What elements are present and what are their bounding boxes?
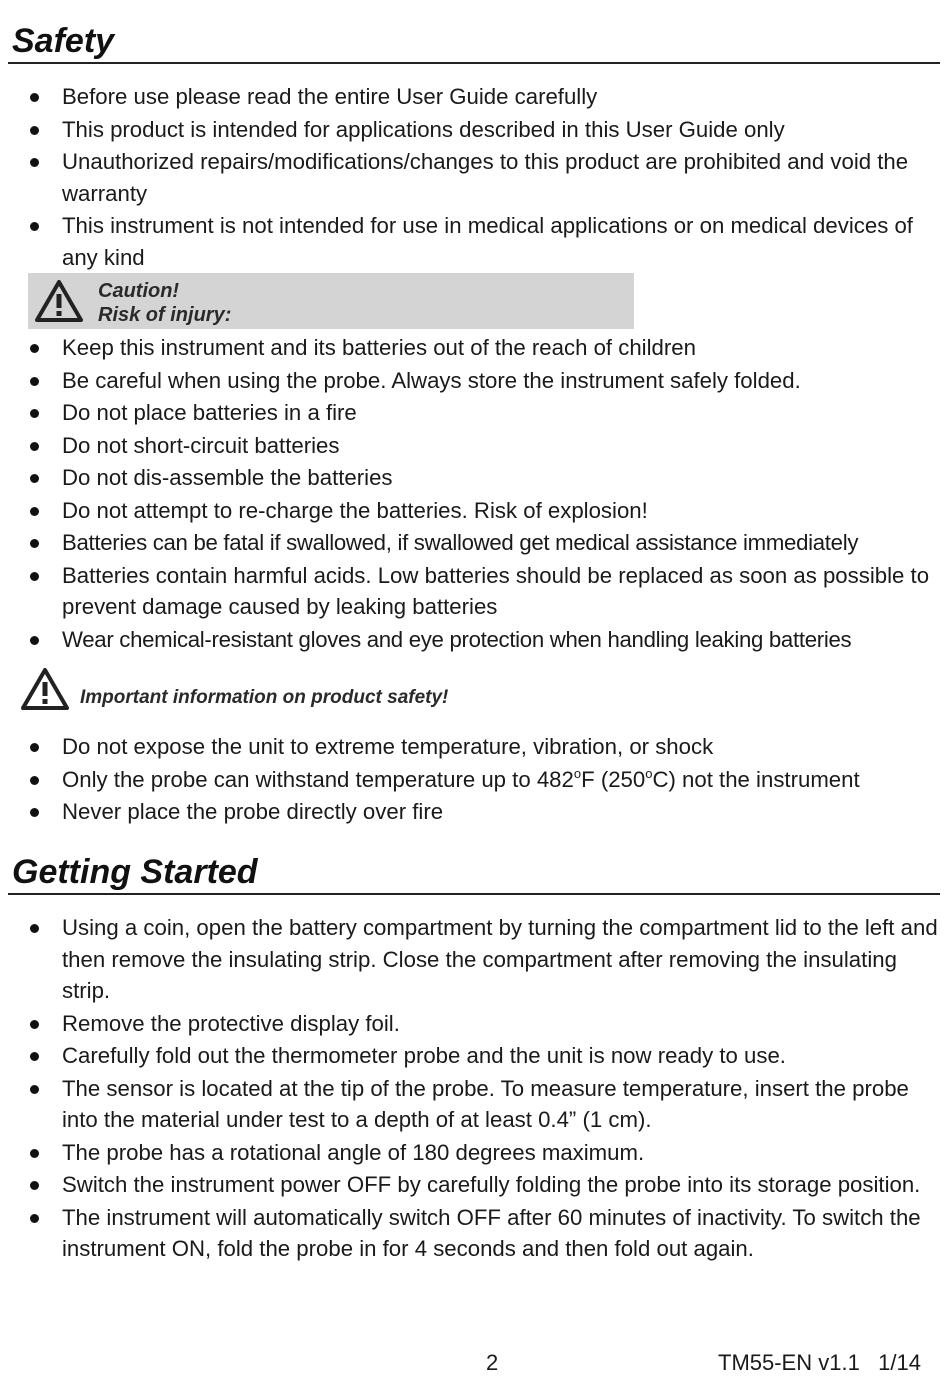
list-item: Wear chemical-resistant gloves and eye protection when handling leaking batteries (0, 624, 950, 656)
bullet-icon (30, 743, 39, 752)
degree-superscript: o (645, 765, 653, 781)
list-item: The sensor is located at the tip of the probe. To measure temperature, insert the probe into the material under test to a depth of at least 0.4” (1 cm). (0, 1073, 950, 1136)
bullet-icon (30, 572, 39, 581)
bullet-icon (30, 1214, 39, 1223)
warning-triangle-icon (34, 279, 84, 323)
list-item: The instrument will automatically switch OFF after 60 minutes of inactivity. To switch the instrument ON, fold the probe in for 4 seconds and then fold out again. (0, 1202, 950, 1265)
caution-text (98, 279, 231, 327)
bullet-icon (30, 539, 39, 548)
bullet-icon (30, 222, 39, 231)
list-item: Do not expose the unit to extreme temperature, vibration, or shock (0, 731, 950, 763)
list-item: Unauthorized repairs/modifications/changes to this product are prohibited and void the warranty (0, 146, 950, 209)
bullet-icon (30, 808, 39, 817)
bullet-icon (30, 636, 39, 645)
bullet-icon (30, 409, 39, 418)
caution-title: Caution! (98, 280, 180, 302)
bullet-icon (30, 1085, 39, 1094)
list-item: Switch the instrument power OFF by carefully folding the probe into its storage position. (0, 1169, 950, 1201)
bullet-icon (30, 344, 39, 353)
bullet-icon (30, 93, 39, 102)
bullet-icon (30, 158, 39, 167)
important-safety-banner (20, 665, 580, 715)
getting-started-list (0, 912, 950, 1266)
degree-superscript: o (573, 765, 582, 781)
bullet-icon (30, 1020, 39, 1029)
list-item: Never place the probe directly over fire (0, 796, 950, 828)
safety-heading-rule (8, 62, 940, 64)
bullet-icon (30, 377, 39, 386)
caution-banner (28, 273, 634, 329)
document-reference: TM55-EN v1.1 1/14 (718, 1350, 921, 1375)
getting-started-heading: Getting Started (12, 853, 258, 891)
bullet-icon (30, 1149, 39, 1158)
list-item: Carefully fold out the thermometer probe and the unit is now ready to use. (0, 1040, 950, 1072)
list-item: Do not place batteries in a fire (0, 397, 950, 429)
warning-triangle-icon (20, 667, 70, 711)
list-item: Remove the protective display foil. (0, 1008, 950, 1040)
list-item: This instrument is not intended for use in medical applications or on medical devices of any kind (0, 210, 950, 273)
bullet-icon (30, 1181, 39, 1190)
list-item: Batteries contain harmful acids. Low batteries should be replaced as soon as possible to prevent damage caused by leaking batteries (0, 560, 950, 623)
list-item: Do not dis-assemble the batteries (0, 462, 950, 494)
bullet-icon (30, 1052, 39, 1061)
list-item: Be careful when using the probe. Always store the instrument safely folded. (0, 365, 950, 397)
safety-general-list (0, 81, 950, 274)
list-item: Keep this instrument and its batteries out of the reach of children (0, 332, 950, 364)
getting-started-heading-rule (8, 893, 940, 895)
bullet-icon (30, 507, 39, 516)
injury-list (0, 332, 950, 656)
list-item: This product is intended for applications described in this User Guide only (0, 114, 950, 146)
caution-subtitle: Risk of injury: (98, 304, 232, 326)
list-item: Do not short-circuit batteries (0, 430, 950, 462)
bullet-icon (30, 126, 39, 135)
bullet-icon (30, 924, 39, 933)
list-item: The probe has a rotational angle of 180 degrees maximum. (0, 1137, 950, 1169)
list-item: Do not attempt to re-charge the batteries. Risk of explosion! (0, 495, 950, 527)
bullet-icon (30, 776, 39, 785)
page-number: 2 (486, 1350, 499, 1375)
safety-heading: Safety (12, 22, 115, 60)
product-safety-list (0, 731, 950, 829)
important-safety-text: Important information on product safety! (80, 687, 449, 708)
list-item: Only the probe can withstand temperature up to 482$^o$F (250$^o$C) not the instrument (0, 764, 950, 796)
list-item: Using a coin, open the battery compartment by turning the compartment lid to the left and then remove the insulating strip. Close the compartment after removing the insulating strip. (0, 912, 950, 1007)
bullet-icon (30, 474, 39, 483)
list-item: Before use please read the entire User Guide carefully (0, 81, 950, 113)
list-item: Batteries can be fatal if swallowed, if swallowed get medical assistance immediately (0, 527, 950, 559)
bullet-icon (30, 442, 39, 451)
